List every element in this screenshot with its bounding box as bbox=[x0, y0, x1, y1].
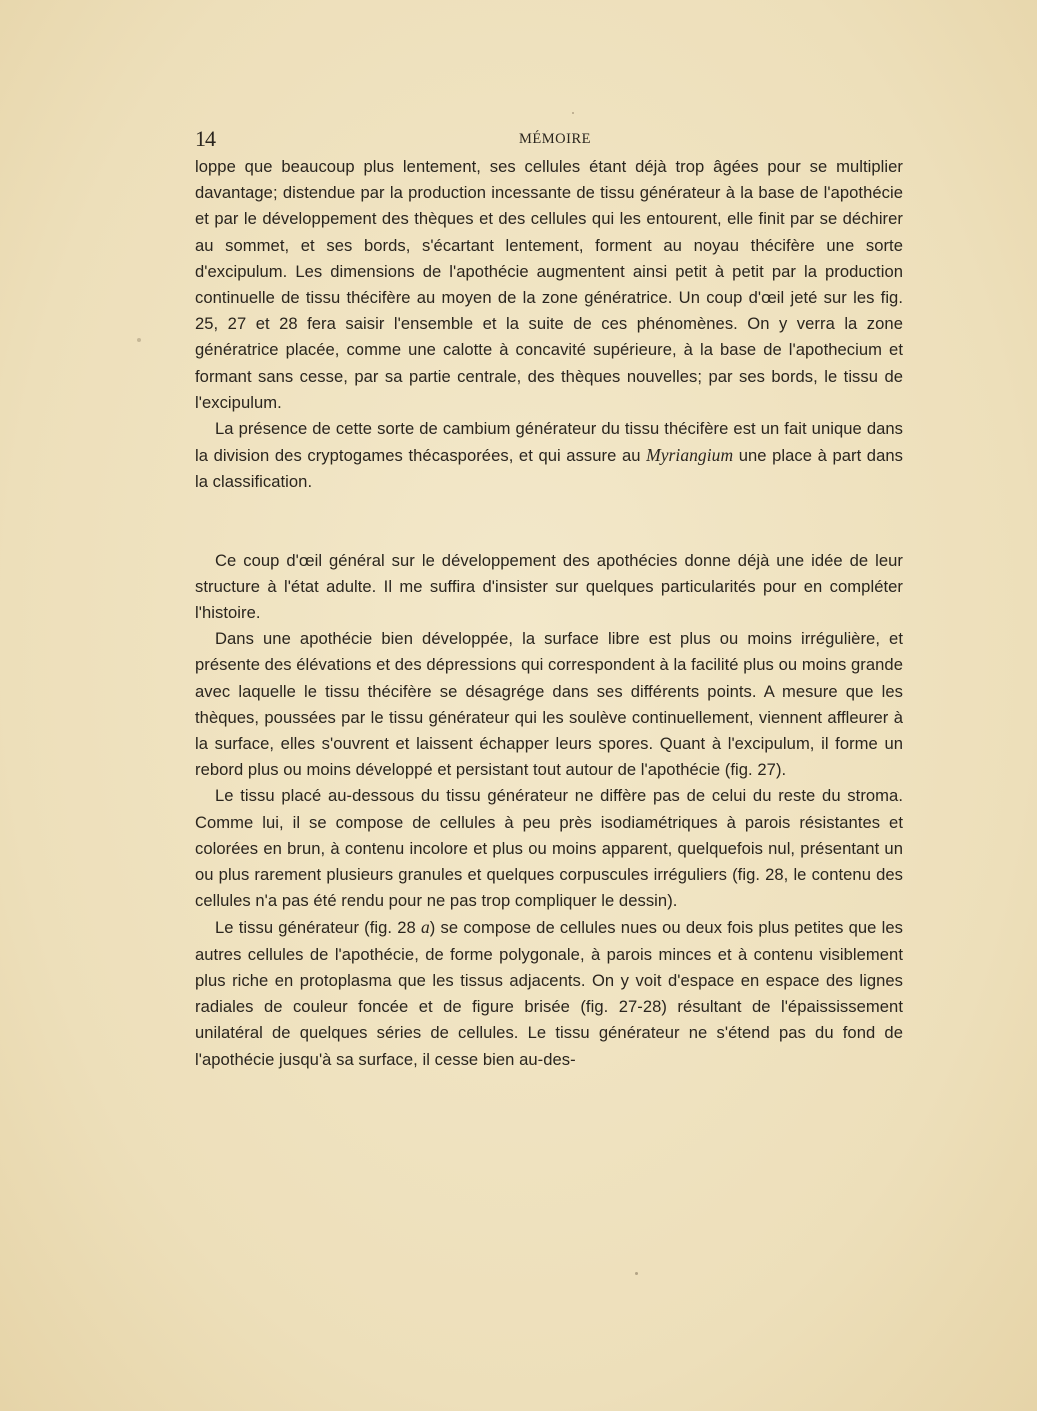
page-number: 14 bbox=[195, 126, 215, 151]
figure-letter-a: a bbox=[420, 917, 430, 938]
page bbox=[195, 124, 903, 1073]
paper-speck bbox=[635, 1272, 638, 1275]
genus-name-myriangium: Myriangium bbox=[646, 445, 734, 466]
section-break bbox=[195, 496, 903, 548]
paragraph-generative-text-end: ) se compose de cellules nues ou deux fois plus petites que les autres cellules de l'apothécie, de forme polygonale, à parois minces et à contenu visiblement plus riche en protoplasma que les tissus adjacents. On y voit d'espace en espace des lignes radiales de couleur foncée et de figure brisée (fig. 27-28) résultant de l'épaississement unilatéral de quelques séries de cellules. Le tissu générateur ne s'étend pas du fond de l'apothécie jusqu'à sa surface, il cesse bien au-des- bbox=[195, 918, 903, 1069]
paper-speck bbox=[137, 338, 141, 342]
paper-speck bbox=[572, 112, 574, 114]
paragraph-generative-tissue bbox=[195, 914, 903, 1072]
paragraph-cambium-text-end: une place à part dans la classification. bbox=[195, 446, 903, 492]
running-head: MÉMOIRE bbox=[519, 131, 591, 147]
paragraph-surface: Dans une apothécie bien développée, la surface libre est plus ou moins irrégulière, et présente des élévations et des dépressions qui correspondent à la facilité plus ou moins grande avec laquelle le tissu thécifère se désagrége dans ses différents points. A mesure que les thèques, poussées par le tissu générateur qui les soulève continuellement, viennent affleurer à la surface, elles s'ouvrent et laissent échapper leurs spores. Quant à l'excipulum, il forme un rebord plus ou moins développé et persistant tout autour de l'apothécie (fig. 27). bbox=[195, 629, 903, 780]
paragraph-generative-text-start: Le tissu générateur (fig. 28 bbox=[215, 918, 421, 938]
page-header bbox=[195, 124, 903, 154]
paragraph-lower-tissue: Le tissu placé au-dessous du tissu générateur ne diffère pas de celui du reste du stroma. Comme lui, il se compose de cellules à peu près isodiamétriques à parois résistantes et colorées en brun, à contenu incolore et plus ou moins apparent, quelquefois nul, présentant un ou plus rarement plusieurs granules et quelques corpuscules irréguliers (fig. 28, le contenu des cellules n'a pas été rendu pour ne pas trop compliquer le dessin). bbox=[195, 786, 903, 911]
paragraph-continued: loppe que beaucoup plus lentement, ses cellules étant déjà trop âgées pour se multiplier davantage; distendue par la production incessante de tissu générateur à la base de l'apothécie et par le développement des thèques et des cellules qui les entourent, elle finit par se déchirer au sommet, et ses bords, s'écartant lentement, forment au noyau thécifère une sorte d'excipulum. Les dimensions de l'apothécie augmentent ainsi petit à petit par la production continuelle de tissu thécifère au moyen de la zone génératrice. Un coup d'œil jeté sur les fig. 25, 27 et 28 fera saisir l'ensemble et la suite de ces phénomènes. On y verra la zone génératrice placée, comme une calotte à concavité supérieure, à la base de l'apothecium et formant sans cesse, par sa partie centrale, des thèques nouvelles; par ses bords, le tissu de l'excipulum. bbox=[195, 157, 903, 412]
body-text bbox=[195, 154, 903, 1073]
paragraph-cambium-text-start: La présence de cette sorte de cambium générateur du tissu thécifère est un fait unique dans la division des cryptogames thécasporées, et qui assure au bbox=[195, 419, 903, 466]
paragraph-cambium bbox=[195, 416, 903, 496]
paragraph-overview: Ce coup d'œil général sur le développement des apothécies donne déjà une idée de leur structure à l'état adulte. Il me suffira d'insister sur quelques particularités pour en compléter l'histoire. bbox=[195, 550, 903, 623]
